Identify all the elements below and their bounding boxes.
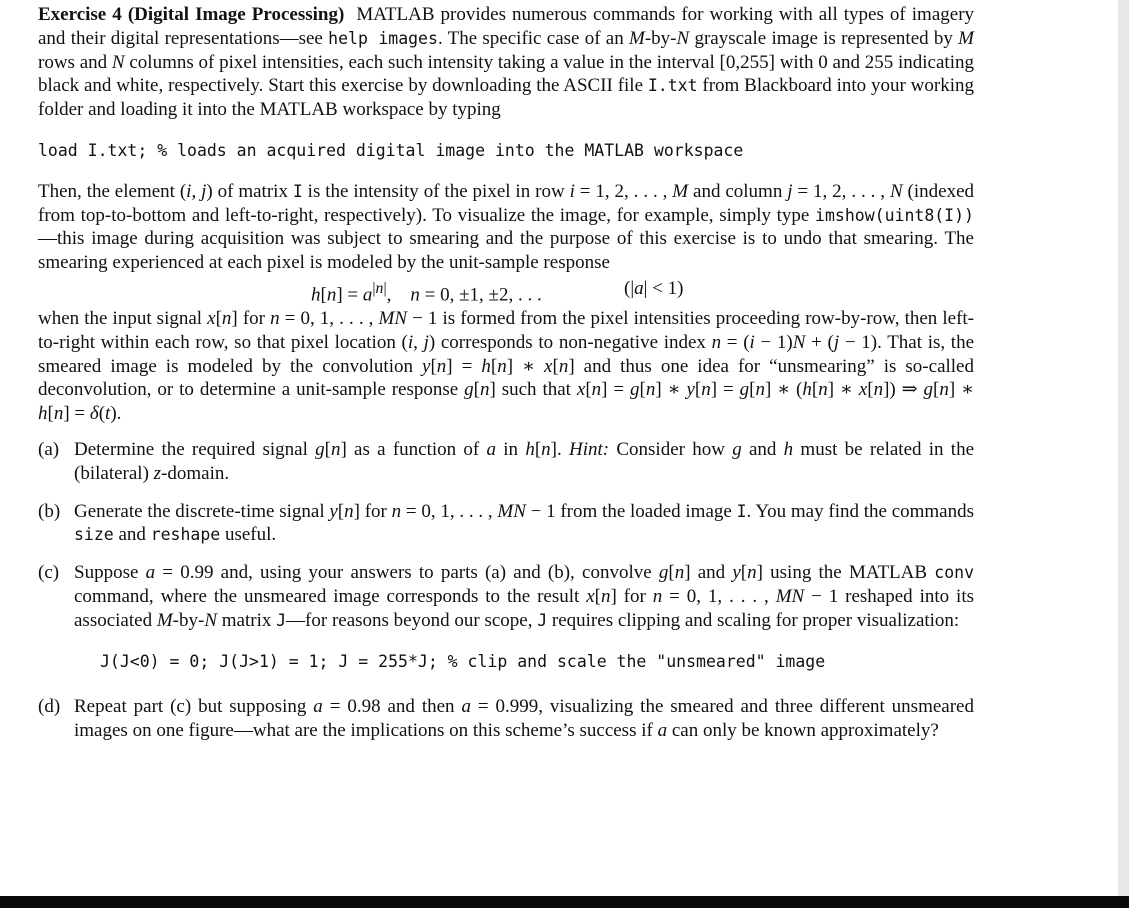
part-d	[38, 695, 974, 743]
paragraph-3: when the input signal x[n] for n = 0, 1, . . . , MN − 1 is formed from the pixel intensities proceeding row-by-row, then left-to-right within each row, so that pixel location (i, j) corresponds to non-negative index n = (i − 1)N + (j − 1). That is, the smeared image is modeled by the convolution y[n] = h[n] ∗ x[n] and thus one idea for “unsmearing” is so-called deconvolution, or to determine a unit-sample response g[n] such that x[n] = g[n] ∗ y[n] = g[n] ∗ (h[n] ∗ x[n]) ⇒ g[n] ∗ h[n] = δ(t).	[38, 307, 975, 425]
paragraph-2: Then, the element (i, j) of matrix I is the intensity of the pixel in row i = 1, 2, . . . , M and column j = 1, 2, . . . , N (indexed from top-to-bottom and left-to-right, respectively). To visualize the image, for example, simply type imshow(uint8(I))—this image during acquisition was subject to smearing and the purpose of this exercise is to undo that smearing. The smearing experienced at each pixel is modeled by the unit-sample response	[38, 180, 974, 274]
part-text: Determine the required signal g[n] as a function of a in h[n]. Hint: Consider how g and h must be related in the (bilateral) z-domain.	[74, 438, 975, 484]
bottom-bar	[0, 896, 1129, 908]
part-label: (d)	[38, 696, 61, 718]
equation-lhs: $h[n] = a^{|n|}$, n = 0, ±1, ±2, . . .	[311, 279, 542, 306]
part-text: Suppose a = 0.99 and, using your answers to parts (a) and (b), convolve g[n] and y[n] using the MATLAB conv command, where the unsmeared image corresponds to the result x[n] for n = 0, 1, . . . , MN − 1 reshaped into its associated M-by-N matrix J—for reasons beyond our scope, J requires clipping and scaling for proper visualization:	[74, 562, 975, 631]
part-label: (c)	[38, 562, 60, 584]
exercise-title: Exercise 4 (Digital Image Processing)	[38, 4, 345, 25]
part-b	[38, 500, 974, 548]
part-text: Repeat part (c) but supposing a = 0.98 and then a = 0.999, visualizing the smeared and three different unsmeared images on one figure—what are the implications on this scheme’s success if a can only be known approximately?	[74, 696, 974, 742]
vertical-scrollbar[interactable]	[1118, 0, 1129, 896]
exercise-intro: MATLAB provides numerous commands for working with all types of imagery and their digital representations—see help images. The specific case of an M-by-N grayscale image is represented by M rows and N columns of pixel intensities, each such intensity taking a value in the interval [0,255] with 0 and 255 indicating black and white, respectively. Start this exercise by downloading the ASCII file I.txt from Blackboard into your working folder and loading it into the MATLAB workspace by typing	[38, 4, 975, 121]
equation-unit-sample-response	[38, 277, 974, 306]
part-a	[38, 438, 974, 486]
equation-condition: (|a| < 1)	[624, 277, 684, 299]
exercise-paragraph	[38, 3, 974, 122]
part-label: (b)	[38, 500, 61, 522]
code-clip-scale-line: J(J<0) = 0; J(J>1) = 1; J = 255*J; % clip and scale the "unsmeared" image	[100, 651, 826, 671]
code-load-line: load I.txt; % loads an acquired digital image into the MATLAB workspace	[38, 140, 744, 160]
part-text: Generate the discrete-time signal y[n] for n = 0, 1, . . . , MN − 1 from the loaded image I. You may find the commands size and reshape useful.	[74, 500, 975, 546]
part-c	[38, 561, 974, 632]
parts-list	[38, 438, 974, 743]
document-page	[38, 3, 974, 757]
part-label: (a)	[38, 438, 60, 460]
